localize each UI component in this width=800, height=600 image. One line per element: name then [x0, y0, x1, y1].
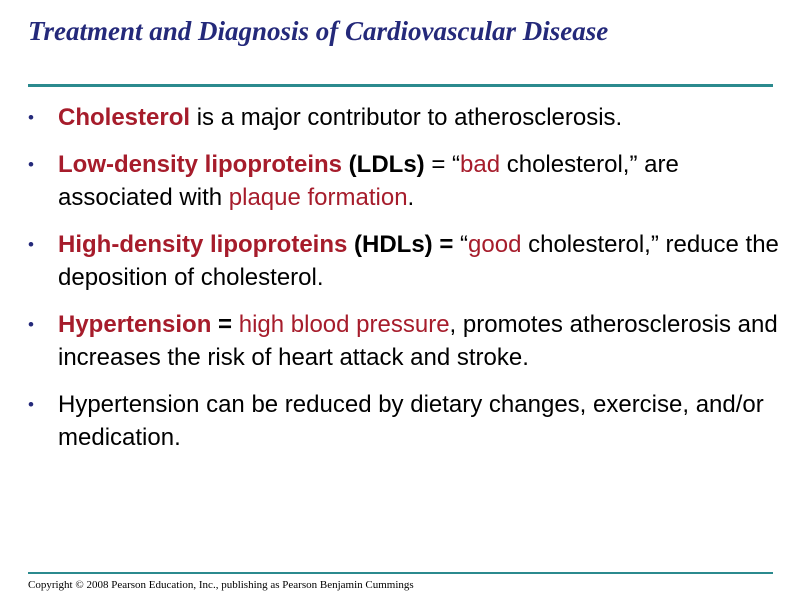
bullet-text: cholesterol,” are associated with — [58, 151, 679, 211]
bullet-text: Hypertension can be reduced by dietary changes, exercise, and/or medication. — [58, 391, 764, 451]
bullet-text: cholesterol,” reduce the deposition of cholesterol. — [58, 231, 779, 291]
bullet-text: , promotes atherosclerosis and increases the risk of heart attack and stroke. — [58, 311, 778, 371]
term-high-blood-pressure: high blood pressure — [238, 311, 450, 338]
bullet-icon: • — [28, 155, 34, 174]
copyright-notice: Copyright © 2008 Pearson Education, Inc., publishing as Pearson Benjamin Cummings — [28, 579, 414, 591]
term-hypertension: Hypertension — [58, 311, 212, 338]
term-ldl: Low-density lipoproteins — [58, 151, 343, 178]
bullet-item-cholesterol — [28, 101, 788, 134]
bullet-icon: • — [28, 315, 34, 334]
title-divider — [28, 84, 773, 87]
bullet-item-hypertension — [28, 308, 788, 374]
bullet-icon: • — [28, 108, 34, 127]
bullet-text: = — [211, 311, 239, 338]
term-plaque-formation: plaque formation — [228, 184, 408, 211]
term-good: good — [468, 231, 522, 258]
bullet-item-hdl — [28, 228, 788, 294]
bullet-icon: • — [28, 235, 34, 254]
bullet-icon: • — [28, 395, 34, 414]
abbr-ldl: (LDLs) — [342, 151, 425, 178]
term-cholesterol: Cholesterol — [58, 104, 191, 131]
bullet-list — [28, 101, 788, 468]
term-bad: bad — [460, 151, 501, 178]
abbr-hdl: (HDLs) = — [347, 231, 454, 258]
bullet-item-hypertension-reduction — [28, 388, 788, 454]
bullet-item-ldl — [28, 148, 788, 214]
bullet-text: . — [407, 184, 415, 211]
footer-divider — [28, 572, 773, 574]
bullet-text: is a major contributor to atherosclerosis. — [190, 104, 623, 131]
slide-title: Treatment and Diagnosis of Cardiovascular Disease — [28, 16, 609, 46]
bullet-text: “ — [453, 231, 469, 258]
bullet-text: = “ — [424, 151, 461, 178]
term-hdl: High-density lipoproteins — [58, 231, 348, 258]
